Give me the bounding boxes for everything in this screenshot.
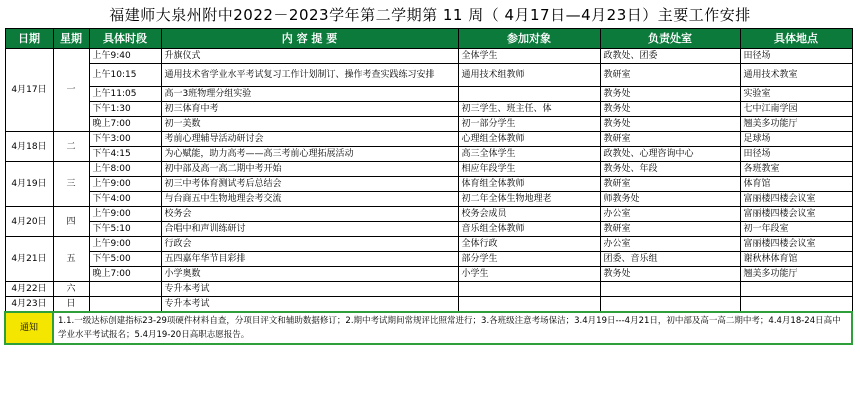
weekday-cell: 六 [53,282,89,297]
participants-cell: 初一部分学生 [458,117,600,132]
time-cell: 上午11:05 [89,87,161,102]
content-cell: 考前心理辅导活动研讨会 [161,132,458,147]
location-cell: 谢秋林体育馆 [740,252,852,267]
dept-cell: 教研室 [600,64,740,87]
participants-cell: 初二年全体生物地理老 [458,192,600,207]
table-row [5,147,852,162]
date-cell: 4月21日 [5,237,53,282]
table-row [5,162,852,177]
location-cell: 足球场 [740,132,852,147]
location-cell: 体育馆 [740,177,852,192]
dept-cell: 教务处 [600,87,740,102]
time-cell [89,297,161,313]
content-cell: 专升本考试 [161,282,458,297]
location-cell: 七中江南学园 [740,102,852,117]
table-row [5,207,852,222]
table-row [5,64,852,87]
header-content: 内 容 提 要 [161,29,458,49]
content-cell: 小学奥数 [161,267,458,282]
time-cell: 晚上7:00 [89,267,161,282]
dept-cell [600,282,740,297]
table-row [5,237,852,252]
date-cell: 4月19日 [5,162,53,207]
participants-cell: 部分学生 [458,252,600,267]
participants-cell: 音乐组全体教师 [458,222,600,237]
table-row [5,222,852,237]
time-cell: 上午10:15 [89,64,161,87]
date-cell: 4月22日 [5,282,53,297]
table-row [5,117,852,132]
notice-row [5,312,852,344]
time-cell: 上午9:40 [89,49,161,64]
date-cell: 4月23日 [5,297,53,313]
weekday-cell: 五 [53,237,89,282]
content-cell: 通用技术省学业水平考试复习工作计划制订、操作考查实践练习安排 [161,64,458,87]
participants-cell: 体育组全体教师 [458,177,600,192]
time-cell: 下午4:00 [89,192,161,207]
location-cell [740,282,852,297]
location-cell: 各班教室 [740,162,852,177]
time-cell: 上午9:00 [89,177,161,192]
dept-cell: 团委、音乐组 [600,252,740,267]
time-cell: 下午5:00 [89,252,161,267]
participants-cell [458,282,600,297]
time-cell: 上午9:00 [89,207,161,222]
date-cell: 4月18日 [5,132,53,162]
notice-text: 1.1.一级达标创建指标23-29项硬件材料自查，分项目评文和辅助数据修订；2.期中考试期间常规评比照常进行；3.各班级注意考场保洁；3.4月19日---4月21日，初中部及高一高二期中考；4.4月18-24日高中学业水平考试报名；5.4月19-20日高职志愿报告。 [53,312,852,344]
dept-cell: 教务处 [600,267,740,282]
sheet-title: 福建师大泉州附中2022－2023学年第二学期第 11 周（ 4月17日—4月23日）主要工作安排 [109,6,751,24]
location-cell: 富丽楼四楼会议室 [740,192,852,207]
content-cell: 为心赋能，助力高考——高三考前心理拓展活动 [161,147,458,162]
dept-cell: 教务处 [600,117,740,132]
location-cell: 实验室 [740,87,852,102]
content-cell: 五四嘉年华节目彩排 [161,252,458,267]
location-cell: 富丽楼四楼会议室 [740,207,852,222]
notice-label: 通知 [5,312,53,344]
dept-cell: 教研室 [600,222,740,237]
content-cell: 初三中考体育测试考后总结会 [161,177,458,192]
header-dept: 负责处室 [600,29,740,49]
participants-cell: 小学生 [458,267,600,282]
content-cell: 专升本考试 [161,297,458,313]
time-cell [89,282,161,297]
dept-cell: 教务处 [600,102,740,117]
date-cell: 4月20日 [5,207,53,237]
dept-cell: 政教处、心理咨询中心 [600,147,740,162]
participants-cell: 全体学生 [458,49,600,64]
location-cell: 富丽楼四楼会议室 [740,237,852,252]
time-cell: 下午5:10 [89,222,161,237]
dept-cell: 师教务处 [600,192,740,207]
participants-cell: 校务会成员 [458,207,600,222]
location-cell: 通用技术教室 [740,64,852,87]
content-cell: 初一美数 [161,117,458,132]
weekday-cell: 日 [53,297,89,313]
dept-cell: 教研室 [600,177,740,192]
content-cell: 与台商五中生物地理会考交流 [161,192,458,207]
content-cell: 初中部及高一高二期中考开始 [161,162,458,177]
time-cell: 下午4:15 [89,147,161,162]
participants-cell: 相应年段学生 [458,162,600,177]
date-cell: 4月17日 [5,49,53,132]
header-weekday: 星期 [53,29,89,49]
content-cell: 行政会 [161,237,458,252]
dept-cell: 教务处、年段 [600,162,740,177]
header-participants: 参加对象 [458,29,600,49]
schedule-table [4,28,853,345]
table-row [5,49,852,64]
content-cell: 校务会 [161,207,458,222]
schedule-body [5,49,852,313]
header-row [5,29,852,49]
table-row [5,132,852,147]
table-row [5,252,852,267]
dept-cell: 办公室 [600,237,740,252]
participants-cell [458,87,600,102]
participants-cell [458,297,600,313]
weekday-cell: 四 [53,207,89,237]
time-cell: 晚上7:00 [89,117,161,132]
table-row [5,267,852,282]
table-row [5,282,852,297]
table-row [5,177,852,192]
location-cell: 翘美多功能厅 [740,117,852,132]
content-cell: 初三体育中考 [161,102,458,117]
weekday-cell: 二 [53,132,89,162]
participants-cell: 初三学生、班主任、体 [458,102,600,117]
participants-cell: 通用技术组教师 [458,64,600,87]
location-cell: 田径场 [740,49,852,64]
time-cell: 下午3:00 [89,132,161,147]
header-time: 具体时段 [89,29,161,49]
content-cell: 高一3班物理分组实验 [161,87,458,102]
time-cell: 上午9:00 [89,237,161,252]
header-date: 日期 [5,29,53,49]
dept-cell: 政教处、团委 [600,49,740,64]
weekday-cell: 一 [53,49,89,132]
time-cell: 上午8:00 [89,162,161,177]
time-cell: 下午1:30 [89,102,161,117]
location-cell: 田径场 [740,147,852,162]
participants-cell: 高三全体学生 [458,147,600,162]
header-location: 具体地点 [740,29,852,49]
participants-cell: 全体行政 [458,237,600,252]
location-cell: 初一年段室 [740,222,852,237]
table-row [5,87,852,102]
content-cell: 合唱中和声训练研讨 [161,222,458,237]
weekday-cell: 三 [53,162,89,207]
dept-cell: 办公室 [600,207,740,222]
content-cell: 升旗仪式 [161,49,458,64]
location-cell [740,297,852,313]
table-row [5,192,852,207]
table-row [5,102,852,117]
location-cell: 翘美多功能厅 [740,267,852,282]
dept-cell [600,297,740,313]
dept-cell: 教研室 [600,132,740,147]
participants-cell: 心理组全体教师 [458,132,600,147]
table-row [5,297,852,313]
